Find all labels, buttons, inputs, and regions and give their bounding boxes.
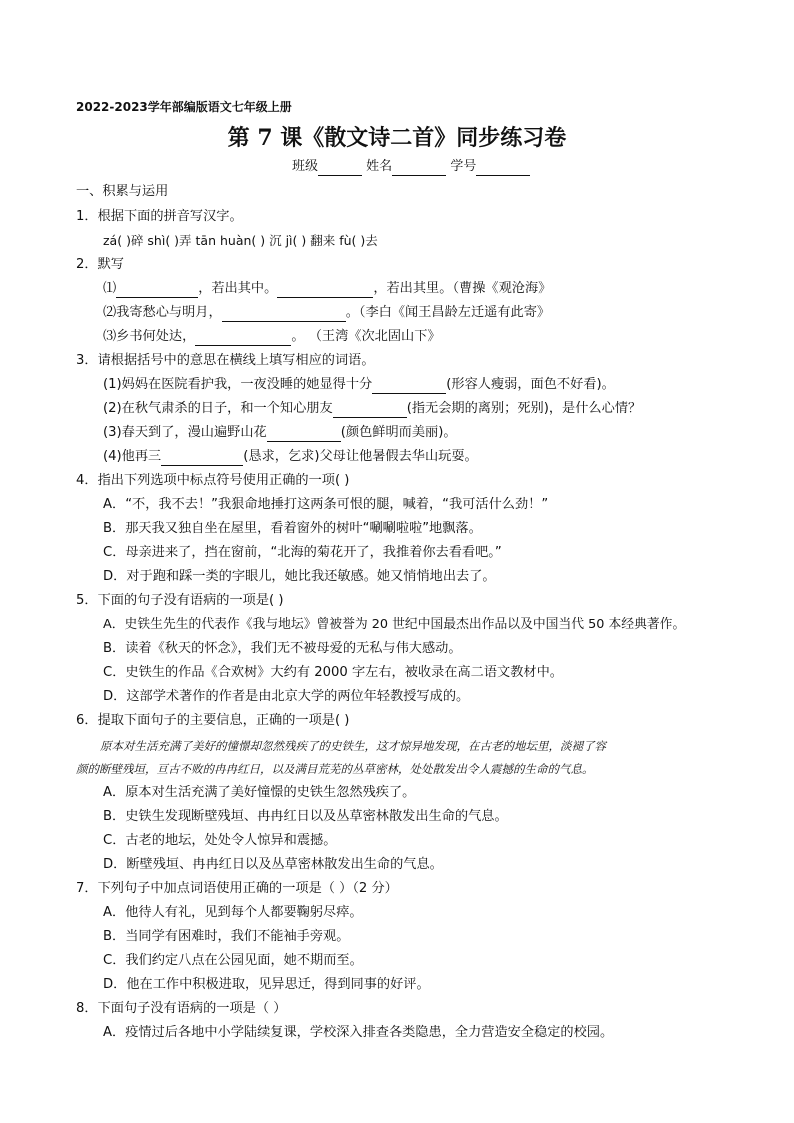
q3a-end: (形容人瘦弱，面色不好看)。 (446, 377, 615, 392)
question-5-option-d: D．这部学术著作的作者是由北京大学的两位年轻教授写成的。 (103, 689, 470, 704)
question-6-option-b: B．史铁生发现断壁残垣、冉冉红日以及丛草密林散发出生命的气息。 (103, 809, 508, 824)
question-2-a (103, 280, 551, 298)
name-label: 姓名 (366, 159, 393, 174)
q3b-pre: (2)在秋气肃杀的日子，和一个知心朋友 (103, 401, 333, 416)
page-title: 第 7 课《散文诗二首》同步练习卷 (227, 125, 567, 151)
q2a-blank2[interactable] (277, 283, 373, 298)
q2b-end: 。（李白《闻王昌龄左迁遥有此寄》 (345, 305, 551, 320)
q3c-pre: (3)春天到了，漫山遍野山花 (103, 425, 267, 440)
question-4-option-d: D．对于跑和踩一类的字眼儿，她比我还敏感。她又悄悄地出去了。 (103, 569, 496, 584)
question-3-stem: 3．请根据括号中的意思在横线上填写相应的词语。 (76, 353, 375, 368)
question-4-stem: 4．指出下列选项中标点符号使用正确的一项( ) (76, 473, 350, 488)
q2b-blank[interactable] (222, 307, 346, 322)
q3d-pre: (4)他再三 (103, 449, 162, 464)
question-4-option-b: B．那天我又独自坐在屋里，看着窗外的树叶“唰唰啦啦”地飘落。 (103, 521, 482, 536)
question-2-c (103, 328, 441, 346)
q2a-num: ⑴ (103, 281, 117, 296)
question-3-a (103, 376, 615, 394)
question-6-stem: 6．提取下面句子的主要信息，正确的一项是( ) (76, 713, 350, 728)
q2a-end: ，若出其里。（曹操《观沧海》 (373, 281, 552, 296)
question-4-option-a: A．“不，我不去！”我狠命地捶打这两条可恨的腿，喊着，“我可活什么劲！” (103, 497, 549, 512)
question-5-option-a: A．史铁生先生的代表作《我与地坛》曾被誉为 20 世纪中国最杰出作品以及中国当代 50 本经典著作。 (103, 617, 686, 632)
q2a-mid: ，若出其中。 (198, 281, 278, 296)
question-7-option-a: A．他待人有礼，见到每个人都要鞠躬尽瘁。 (103, 905, 363, 920)
question-1-stem: 1．根据下面的拼音写汉字。 (76, 209, 243, 224)
class-blank[interactable] (318, 161, 362, 176)
q3d-blank[interactable] (161, 451, 243, 466)
question-1-line: zá( )碎 shì( )弄 tān huàn( ) 沉 jì( ) 翻来 fù( )去 (103, 233, 378, 248)
q3c-blank[interactable] (267, 427, 341, 442)
question-7-option-b: B．当同学有困难时，我们不能袖手旁观。 (103, 929, 350, 944)
question-6-option-d: D．断壁残垣、冉冉红日以及丛草密林散发出生命的气息。 (103, 857, 443, 872)
question-5-option-b: B．读着《秋天的怀念》，我们无不被母爱的无私与伟大感动。 (103, 641, 462, 656)
q3a-pre: (1)妈妈在医院看护我，一夜没睡的她显得十分 (103, 377, 373, 392)
q3c-end: (颜色鲜明而美丽)。 (340, 425, 457, 440)
q2c-blank[interactable] (195, 331, 291, 346)
question-3-b (103, 400, 641, 418)
question-4-option-c: C．母亲进来了，挡在窗前，“北海的菊花开了，我推着你去看看吧。” (103, 545, 502, 560)
id-blank[interactable] (476, 161, 530, 176)
q2c-end: 。 （王湾《次北固山下》 (291, 329, 441, 344)
student-info (292, 158, 530, 176)
class-label: 班级 (292, 159, 319, 174)
question-7-option-d: D．他在工作中积极进取，见异思迁，得到同事的好评。 (103, 977, 430, 992)
q2b-pre: ⑵我寄愁心与明月， (103, 305, 222, 320)
question-2-stem: 2．默写 (76, 257, 124, 272)
q3a-blank[interactable] (372, 379, 446, 394)
id-label: 学号 (450, 159, 477, 174)
question-7-option-c: C．我们约定八点在公园见面，她不期而至。 (103, 953, 363, 968)
question-8-stem: 8．下面句子没有语病的一项是（ ） (76, 1001, 287, 1016)
course-header: 2022-2023学年部编版语文七年级上册 (76, 100, 292, 114)
question-3-d (103, 448, 478, 466)
question-6-option-a: A．原本对生活充满了美好憧憬的史铁生忽然残疾了。 (103, 785, 416, 800)
question-8-option-a: A．疫情过后各地中小学陆续复课，学校深入排查各类隐患，全力营造安全稳定的校园。 (103, 1025, 614, 1040)
question-6-option-c: C．古老的地坛，处处令人惊异和震撼。 (103, 833, 337, 848)
q2a-blank1[interactable] (116, 283, 198, 298)
question-6-passage-line-1: 原本对生活充满了美好的憧憬却忽然残疾了的史铁生，这才惊异地发现，在古老的地坛里，淡褪了容 (100, 739, 606, 753)
question-6-passage-line-2: 颜的断壁残垣，亘古不败的冉冉红日，以及满目荒芜的丛草密林，处处散发出令人震撼的生命的气息。 (76, 762, 594, 776)
question-2-b (103, 304, 550, 322)
q3d-end: (恳求，乞求)父母让他暑假去华山玩耍。 (243, 449, 478, 464)
q3b-blank[interactable] (333, 403, 407, 418)
q3b-end: (指无会期的离别；死别)，是什么心情？ (406, 401, 642, 416)
question-5-option-c: C．史铁生的作品《合欢树》大约有 2000 字左右，被收录在高二语文教材中。 (103, 665, 563, 680)
question-5-stem: 5．下面的句子没有语病的一项是( ) (76, 593, 284, 608)
section-heading: 一、积累与运用 (76, 184, 169, 199)
question-7-stem: 7．下列句子中加点词语使用正确的一项是（ ）（2 分） (76, 881, 398, 896)
name-blank[interactable] (392, 161, 446, 176)
q2c-pre: ⑶乡书何处达， (103, 329, 196, 344)
question-3-c (103, 424, 457, 442)
